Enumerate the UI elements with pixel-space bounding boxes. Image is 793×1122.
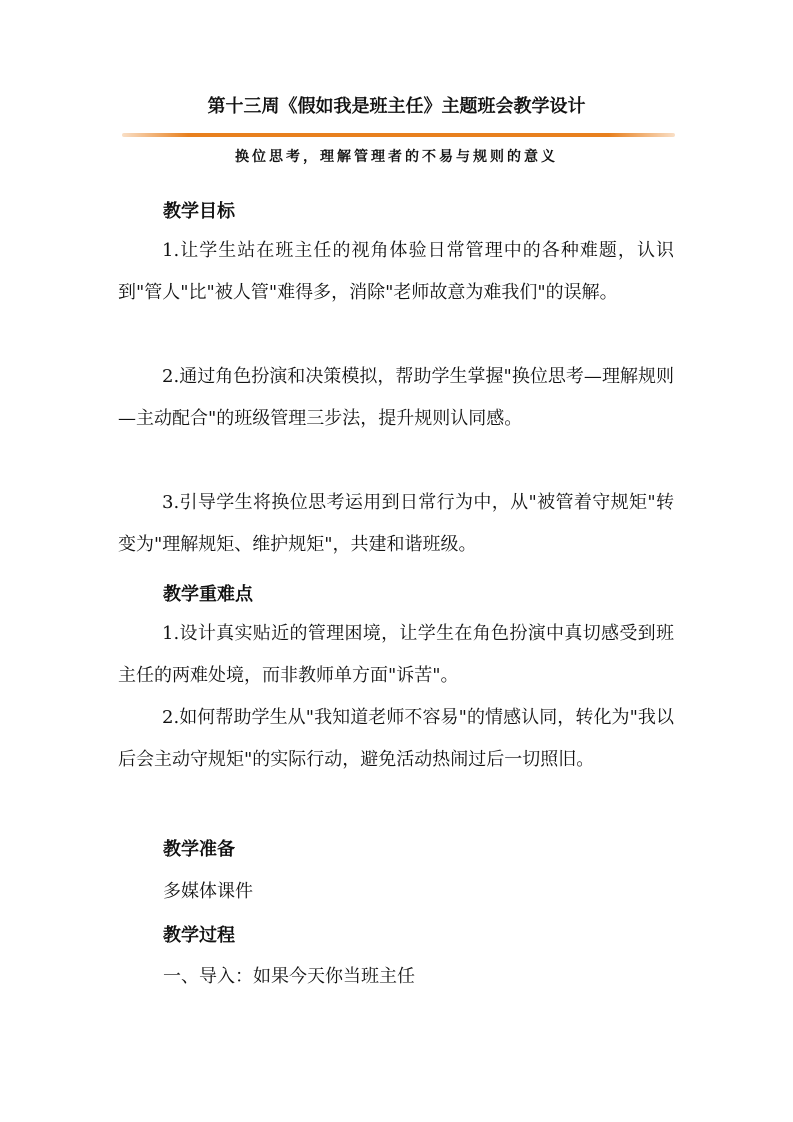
process-step-1: 一、导入：如果今天你当班主任 [163,966,415,987]
preparation-text: 多媒体课件 [163,881,253,902]
process-heading: 教学过程 [163,925,235,946]
key-points-heading: 教学重难点 [163,584,253,605]
key-point-item-1: 1.设计真实贴近的管理困境，让学生在角色扮演中真切感受到班主任的两难处境，而非教师单方面"诉苦"。 [118,623,674,686]
goal-item-2: 2.通过角色扮演和决策模拟，帮助学生掌握"换位思考—理解规则—主动配合"的班级管理三步法，提升规则认同感。 [118,366,674,429]
goal-item-1: 1.让学生站在班主任的视角体验日常管理中的各种难题，认识到"管人"比"被人管"难得多，消除"老师故意为难我们"的误解。 [118,240,674,303]
goal-item-3: 3.引导学生将换位思考运用到日常行为中，从"被管着守规矩"转变为"理解规矩、维护规矩"，共建和谐班级。 [118,492,674,555]
key-point-item-2: 2.如何帮助学生从"我知道老师不容易"的情感认同，转化为"我以后会主动守规矩"的实际行动，避免活动热闹过后一切照旧。 [118,707,674,770]
document-title: 第十三周《假如我是班主任》主题班会教学设计 [207,96,586,117]
goals-heading: 教学目标 [163,201,235,222]
preparation-heading: 教学准备 [163,839,235,860]
document-subtitle: 换位思考，理解管理者的不易与规则的意义 [235,149,558,165]
title-underline [122,133,675,137]
